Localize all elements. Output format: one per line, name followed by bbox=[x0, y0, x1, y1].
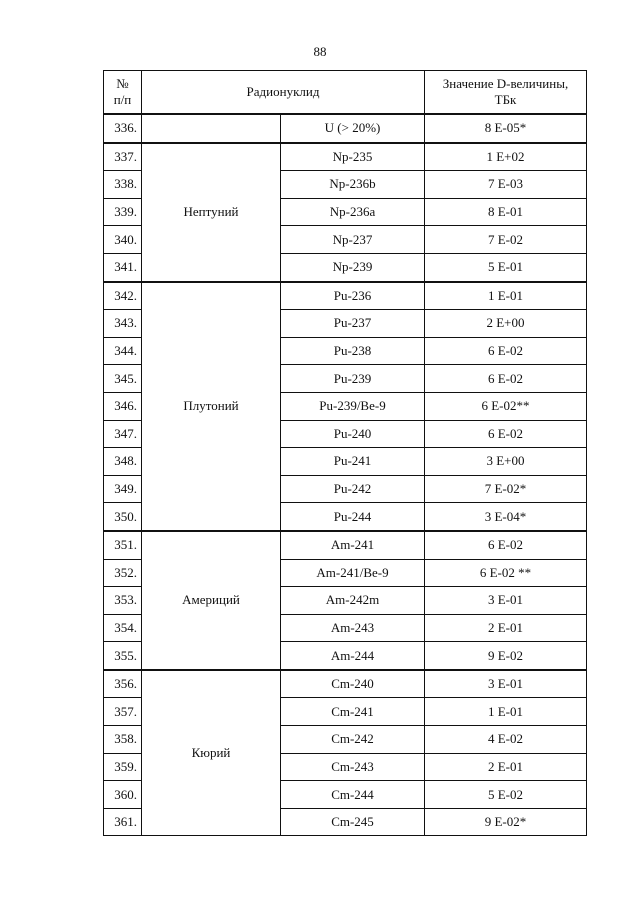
nuclide-name: Am-241 bbox=[281, 531, 425, 559]
row-number: 347. bbox=[104, 420, 142, 448]
header-radionuclide: Радионуклид bbox=[142, 71, 425, 115]
nuclide-name: Am-242m bbox=[281, 587, 425, 615]
header-num-line1: № bbox=[116, 76, 129, 91]
d-value: 9 E-02* bbox=[425, 808, 587, 836]
row-number: 351. bbox=[104, 531, 142, 559]
nuclide-name: Np-236a bbox=[281, 198, 425, 226]
d-value: 8 E-05* bbox=[425, 114, 587, 143]
d-value: 1 E-01 bbox=[425, 282, 587, 310]
element-name: Америций bbox=[142, 531, 281, 670]
nuclide-name: Pu-241 bbox=[281, 448, 425, 476]
nuclide-name: Pu-239 bbox=[281, 365, 425, 393]
row-number: 342. bbox=[104, 282, 142, 310]
d-value: 7 E-02* bbox=[425, 475, 587, 503]
header-value bbox=[425, 71, 587, 115]
row-number: 344. bbox=[104, 337, 142, 365]
d-value: 3 E-01 bbox=[425, 587, 587, 615]
row-number: 339. bbox=[104, 198, 142, 226]
nuclide-name: Cm-245 bbox=[281, 808, 425, 836]
row-number: 343. bbox=[104, 310, 142, 338]
d-value: 1 E+02 bbox=[425, 143, 587, 171]
row-number: 357. bbox=[104, 698, 142, 726]
d-value: 4 E-02 bbox=[425, 726, 587, 754]
page-number: 88 bbox=[313, 44, 327, 59]
header-num bbox=[104, 71, 142, 115]
row-number: 355. bbox=[104, 642, 142, 670]
nuclide-name: Am-243 bbox=[281, 614, 425, 642]
row-number: 340. bbox=[104, 226, 142, 254]
d-value: 6 E-02 bbox=[425, 531, 587, 559]
nuclide-name: Np-239 bbox=[281, 253, 425, 281]
element-name bbox=[142, 114, 281, 143]
d-value: 5 E-02 bbox=[425, 781, 587, 809]
row-number: 352. bbox=[104, 559, 142, 587]
nuclide-name: Pu-240 bbox=[281, 420, 425, 448]
d-value: 1 E-01 bbox=[425, 698, 587, 726]
row-number: 350. bbox=[104, 503, 142, 531]
element-name: Нептуний bbox=[142, 143, 281, 282]
row-number: 336. bbox=[104, 114, 142, 143]
nuclide-name: Np-237 bbox=[281, 226, 425, 254]
nuclide-name: Pu-237 bbox=[281, 310, 425, 338]
nuclide-name: Pu-242 bbox=[281, 475, 425, 503]
row-number: 354. bbox=[104, 614, 142, 642]
row-number: 346. bbox=[104, 392, 142, 420]
d-value: 9 E-02 bbox=[425, 642, 587, 670]
table-header-row bbox=[104, 71, 587, 115]
d-value: 7 E-02 bbox=[425, 226, 587, 254]
d-value: 6 E-02 ** bbox=[425, 559, 587, 587]
d-value: 6 E-02 bbox=[425, 337, 587, 365]
row-number: 359. bbox=[104, 753, 142, 781]
row-number: 361. bbox=[104, 808, 142, 836]
nuclide-name: Cm-241 bbox=[281, 698, 425, 726]
row-number: 337. bbox=[104, 143, 142, 171]
table-row bbox=[104, 531, 587, 559]
header-value-line1: Значение D-величины, bbox=[442, 76, 569, 91]
row-number: 348. bbox=[104, 448, 142, 476]
d-value: 2 E-01 bbox=[425, 614, 587, 642]
table-row bbox=[104, 143, 587, 171]
table-body bbox=[104, 114, 587, 836]
nuclide-name: Cm-243 bbox=[281, 753, 425, 781]
d-value: 6 E-02 bbox=[425, 420, 587, 448]
nuclide-name: Pu-244 bbox=[281, 503, 425, 531]
nuclide-name: Pu-236 bbox=[281, 282, 425, 310]
d-value: 2 E-01 bbox=[425, 753, 587, 781]
nuclide-name: U (> 20%) bbox=[281, 114, 425, 143]
row-number: 360. bbox=[104, 781, 142, 809]
nuclide-name: Cm-240 bbox=[281, 670, 425, 698]
nuclide-name: Am-241/Be-9 bbox=[281, 559, 425, 587]
d-value: 5 E-01 bbox=[425, 253, 587, 281]
row-number: 338. bbox=[104, 171, 142, 199]
d-value: 7 E-03 bbox=[425, 171, 587, 199]
row-number: 341. bbox=[104, 253, 142, 281]
radionuclide-table bbox=[103, 70, 587, 836]
d-value: 6 E-02 bbox=[425, 365, 587, 393]
row-number: 353. bbox=[104, 587, 142, 615]
d-value: 6 E-02** bbox=[425, 392, 587, 420]
nuclide-name: Np-236b bbox=[281, 171, 425, 199]
element-name: Плутоний bbox=[142, 282, 281, 531]
row-number: 358. bbox=[104, 726, 142, 754]
nuclide-name: Am-244 bbox=[281, 642, 425, 670]
row-number: 356. bbox=[104, 670, 142, 698]
table-row bbox=[104, 282, 587, 310]
d-value: 2 E+00 bbox=[425, 310, 587, 338]
row-number: 349. bbox=[104, 475, 142, 503]
table-row bbox=[104, 670, 587, 698]
header-value-line2: ТБк bbox=[494, 92, 517, 107]
nuclide-name: Pu-238 bbox=[281, 337, 425, 365]
table-row bbox=[104, 114, 587, 143]
nuclide-name: Cm-244 bbox=[281, 781, 425, 809]
d-value: 3 E+00 bbox=[425, 448, 587, 476]
d-value: 3 E-01 bbox=[425, 670, 587, 698]
element-name: Кюрий bbox=[142, 670, 281, 836]
nuclide-name: Cm-242 bbox=[281, 726, 425, 754]
row-number: 345. bbox=[104, 365, 142, 393]
nuclide-name: Pu-239/Be-9 bbox=[281, 392, 425, 420]
d-value: 3 E-04* bbox=[425, 503, 587, 531]
d-value: 8 E-01 bbox=[425, 198, 587, 226]
nuclide-name: Np-235 bbox=[281, 143, 425, 171]
header-num-line2: п/п bbox=[113, 92, 132, 107]
